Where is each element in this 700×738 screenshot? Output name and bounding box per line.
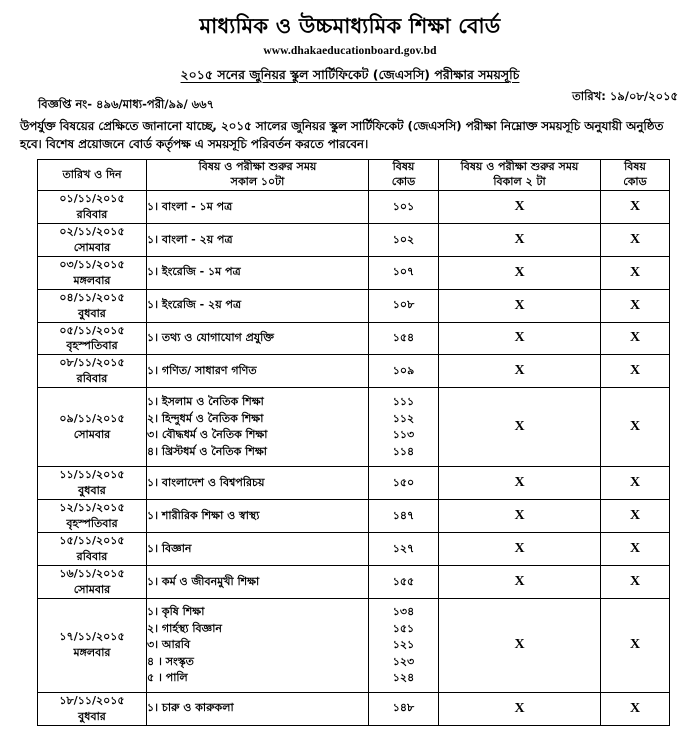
table-row [38,322,670,355]
cell-afternoon-subject-code: X [601,692,670,725]
exam-date-value: ১৮/১১/২০১৫ [59,693,125,707]
exam-date-value: ১২/১১/২০১৫ [59,501,125,515]
cell-afternoon-subject-code: X [601,223,670,256]
cell-afternoon-subject: X [439,191,601,224]
subject-code: ১৫৫ [392,574,415,588]
cell-exam-date [38,322,147,355]
cell-afternoon-subject: X [439,388,601,467]
cell-morning-subjects [147,191,369,224]
exam-day-value: মঙ্গলবার [73,273,111,287]
exam-day-value: সোমবার [73,428,111,442]
subject-name: ১। কর্ম ও জীবনমুখী শিক্ষা [147,574,260,588]
exam-date-value: ১১/১১/২০১৫ [59,468,125,482]
subject-name: ৩। বৌদ্ধধর্ম ও নৈতিক শিক্ষা [147,428,268,442]
subject-code: ১১২ [392,411,415,425]
exam-day-value: মঙ্গলবার [73,646,111,660]
subject-name: ১। কৃষি শিক্ষা [147,605,205,618]
subject-name: ১। বাংলাদেশ ও বিশ্বপরিচয় [147,475,265,489]
subject-code: ১০৭ [392,265,415,279]
subject-name: ১। ইংরেজি - ১ম পত্র [147,265,241,279]
cell-afternoon-subject-code: X [601,467,670,500]
cell-exam-date [38,289,147,322]
cell-morning-subject-codes [369,355,439,388]
exam-day-value: বুধবার [78,306,106,320]
cell-morning-subject-codes [369,565,439,598]
subject-code: ১২৩ [392,654,415,668]
cell-morning-subject-codes [369,598,439,692]
cell-afternoon-subject-code: X [601,533,670,566]
column-header-code2-line1: বিষয় [624,160,646,174]
exam-day-value: সোমবার [73,582,111,596]
cell-morning-subjects [147,500,369,533]
document-subtitle: ২০১৫ সনের জুনিয়র স্কুল সার্টিফিকেট (জেএসসি) পরীক্ষার সময়সূচি [180,67,520,83]
subject-code: ১১৪ [392,444,415,458]
table-row [38,598,670,692]
cell-morning-subjects [147,692,369,725]
subject-code: ১২৭ [392,541,415,555]
subject-code: ১০২ [392,232,415,246]
column-header-afternoon-line2: বিকাল ২ টা [493,175,546,188]
table-row [38,500,670,533]
cell-afternoon-subject: X [439,565,601,598]
subject-code: ১৪৭ [392,508,415,522]
subject-name: ১। তথ্য ও যোগাযোগ প্রযুক্তি [147,331,274,345]
exam-date-value: ১৫/১১/২০১৫ [59,534,125,547]
subject-name: ৫ । পালি [147,671,188,684]
subject-code: ১৫৪ [392,331,415,345]
table-body [38,191,670,726]
cell-afternoon-subject: X [439,467,601,500]
cell-afternoon-subject-code: X [601,355,670,388]
table-row [38,388,670,467]
notice-number: বিজ্ঞপ্তি নং- ৪৯৬/মাধ্য-পরী/৯৯/ ৬৬৭ [38,97,215,112]
notice-meta-row [0,89,700,114]
table-row [38,289,670,322]
table-row [38,191,670,224]
subject-name: ১। ইসলাম ও নৈতিক শিক্ষা [147,395,264,409]
board-website-url: www.dhakaeducationboard.gov.bd [263,45,437,58]
subject-code: ১০১ [392,199,415,213]
cell-morning-subject-codes [369,533,439,566]
column-header-afternoon-subject [439,160,601,191]
column-header-code2-line2: কোড [623,175,647,188]
subject-code: ১২১ [392,638,415,651]
subject-name: ১। বিজ্ঞান [147,541,192,555]
cell-afternoon-subject-code: X [601,500,670,533]
document-page [0,14,700,738]
column-header-morning-subject [147,160,369,191]
subject-code: ১২৪ [392,671,415,684]
subject-code: ১৪৮ [392,701,415,715]
exam-day-value: বৃহস্পতিবার [66,339,118,353]
exam-day-value: রবিবার [76,207,108,221]
subject-code: ১১১ [392,395,415,409]
column-header-afternoon-code [601,160,670,191]
cell-afternoon-subject-code: X [601,289,670,322]
cell-exam-date [38,355,147,388]
exam-date-value: ১৭/১১/২০১৫ [59,630,125,644]
cell-morning-subjects [147,467,369,500]
cell-afternoon-subject: X [439,256,601,289]
cell-morning-subject-codes [369,692,439,725]
cell-morning-subjects [147,223,369,256]
subject-name: ১। শারীরিক শিক্ষা ও স্বাস্থ্য [147,508,260,522]
table-row [38,533,670,566]
subject-name: ২। হিন্দুধর্ম ও নৈতিক শিক্ষা [147,411,264,425]
subject-name: ৩। আরবি [147,638,191,651]
cell-morning-subject-codes [369,289,439,322]
cell-exam-date [38,533,147,566]
exam-date-value: ০৪/১১/২০১৫ [59,290,125,304]
exam-schedule-table-wrapper [37,159,669,726]
subject-code: ১০৮ [392,298,415,312]
exam-day-value: রবিবার [76,372,108,386]
subject-code: ১০৯ [392,364,415,378]
column-header-morning-line2: সকাল ১০টা [230,175,285,188]
table-row [38,565,670,598]
exam-date-value: ০১/১১/২০১৫ [59,192,125,205]
exam-date-value: ০২/১১/২০১৫ [59,224,125,238]
cell-morning-subject-codes [369,467,439,500]
cell-morning-subject-codes [369,256,439,289]
exam-day-value: বুধবার [78,709,106,723]
cell-morning-subject-codes [369,388,439,467]
cell-afternoon-subject-code: X [601,598,670,692]
subject-name: ৪। খ্রিস্টধর্ম ও নৈতিক শিক্ষা [147,444,267,458]
cell-morning-subjects [147,289,369,322]
exam-day-value: সোমবার [73,240,111,254]
subject-name: ৪ । সংস্কৃত [147,654,194,668]
cell-morning-subjects [147,598,369,692]
cell-afternoon-subject-code: X [601,256,670,289]
exam-day-value: বৃহস্পতিবার [66,517,118,531]
column-header-code-line1: বিষয় [392,160,415,174]
cell-afternoon-subject: X [439,598,601,692]
cell-exam-date [38,388,147,467]
cell-morning-subject-codes [369,322,439,355]
exam-day-value: রবিবার [76,549,108,563]
exam-date-value: ০৫/১১/২০১৫ [59,323,125,337]
page-title: মাধ্যমিক ও উচ্চমাধ্যমিক শিক্ষা বোর্ড [199,14,501,38]
exam-schedule-table [37,159,670,726]
cell-afternoon-subject: X [439,500,601,533]
column-header-afternoon-line1: বিষয় ও পরীক্ষা শুরুর সময় [460,160,579,174]
cell-morning-subject-codes [369,191,439,224]
table-row [38,223,670,256]
cell-exam-date [38,500,147,533]
table-header-row [38,160,670,191]
exam-date-value: ১৬/১১/২০১৫ [59,566,125,580]
cell-afternoon-subject-code: X [601,191,670,224]
column-header-code-line2: কোড [391,175,416,188]
cell-exam-date [38,467,147,500]
notice-date: তারিখ: ১৯/০৮/২০১৫ [572,89,678,104]
cell-afternoon-subject: X [439,355,601,388]
cell-afternoon-subject: X [439,533,601,566]
cell-morning-subject-codes [369,223,439,256]
cell-afternoon-subject-code: X [601,322,670,355]
subject-name: ১। গণিত/ সাধারণ গণিত [147,364,257,378]
cell-exam-date [38,692,147,725]
subject-code: ১৫০ [392,475,415,489]
cell-morning-subjects [147,256,369,289]
table-row [38,355,670,388]
cell-morning-subjects [147,388,369,467]
subject-name: ১। বাংলা - ২য় পত্র [147,232,233,246]
cell-afternoon-subject: X [439,223,601,256]
subject-code: ১৫১ [392,621,415,635]
cell-exam-date [38,256,147,289]
exam-date-value: ০৩/১১/২০১৫ [59,257,125,271]
subject-name: ১। ইংরেজি - ২য় পত্র [147,298,242,312]
column-header-date-day [38,160,147,191]
cell-afternoon-subject-code: X [601,565,670,598]
subject-code: ১৩৪ [392,605,415,618]
column-header-morning-line1: বিষয় ও পরীক্ষা শুরুর সময় [198,160,317,174]
column-header-date-day-label: তারিখ ও দিন [62,167,122,181]
cell-exam-date [38,223,147,256]
column-header-morning-code [369,160,439,191]
subject-name: ১। বাংলা - ১ম পত্র [147,199,233,213]
cell-exam-date [38,191,147,224]
cell-afternoon-subject: X [439,322,601,355]
exam-day-value: বুধবার [78,484,106,498]
table-header [38,160,670,191]
exam-date-value: ০৮/১১/২০১৫ [59,356,125,370]
cell-afternoon-subject: X [439,692,601,725]
table-row [38,692,670,725]
cell-morning-subjects [147,533,369,566]
subject-code: ১১৩ [392,428,415,442]
table-row [38,467,670,500]
cell-exam-date [38,565,147,598]
cell-morning-subject-codes [369,500,439,533]
cell-morning-subjects [147,322,369,355]
cell-morning-subjects [147,355,369,388]
cell-exam-date [38,598,147,692]
table-row [38,256,670,289]
cell-afternoon-subject: X [439,289,601,322]
cell-morning-subjects [147,565,369,598]
notice-body-paragraph: উপর্যুক্ত বিষয়ের প্রেক্ষিতে জানানো যাচ্ছে, ২০১৫ সালের জুনিয়র স্কুল সার্টিফিকেট (জেএসসি) পরীক্ষা নিম্নোক্ত সময়সূচি অনুযায়ী অনুষ্ঠিত হবে। বিশেষ প্রয়োজনে বোর্ড কর্তৃপক্ষ এ সময়সূচি পরিবর্তন করতে পারবেন। [20,119,664,152]
exam-date-value: ০৯/১১/২০১৫ [59,412,125,426]
subject-name: ২। গার্হস্থ্য বিজ্ঞান [147,621,222,635]
subject-name: ১। চারু ও কারুকলা [147,701,234,715]
cell-afternoon-subject-code: X [601,388,670,467]
